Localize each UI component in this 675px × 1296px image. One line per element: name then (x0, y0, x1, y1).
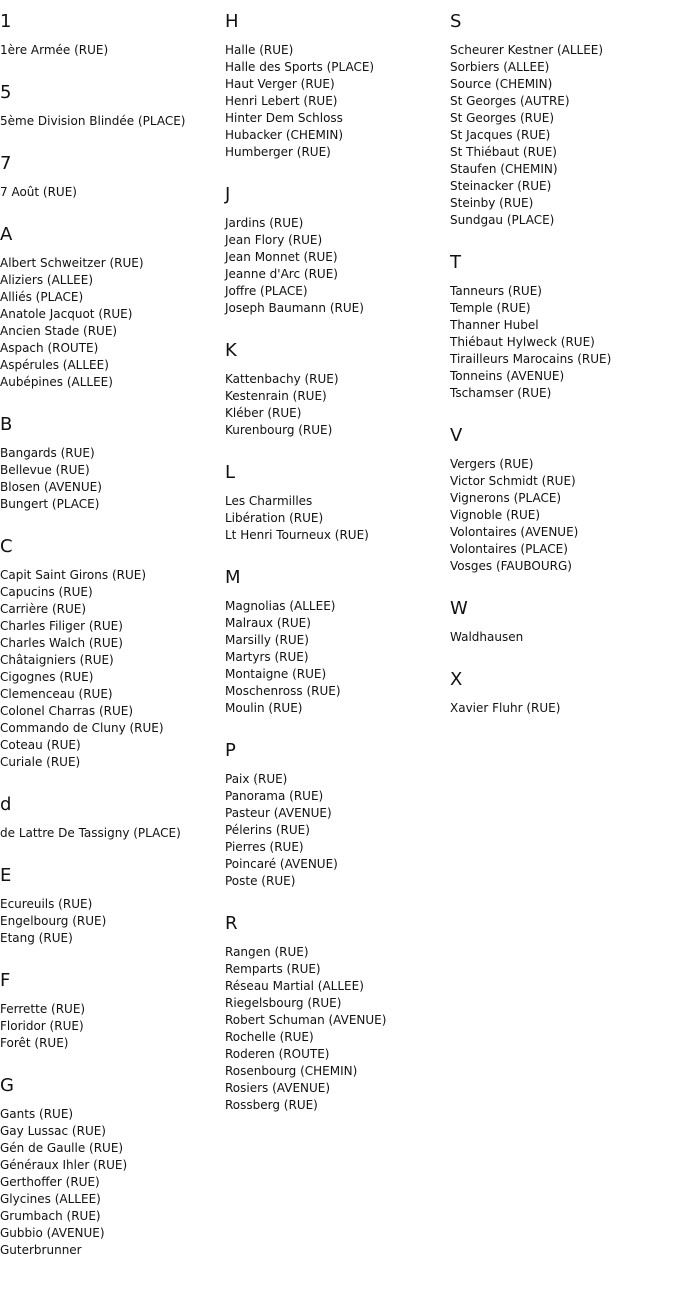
street-link[interactable]: Pélerins (RUE) (225, 823, 310, 837)
letter-heading: F (0, 970, 11, 991)
street-link[interactable]: Capucins (RUE) (0, 585, 93, 599)
letter-group (0, 152, 225, 201)
street-link[interactable]: Jean Flory (RUE) (225, 233, 323, 247)
street-link[interactable]: Poste (RUE) (225, 874, 296, 888)
letter-group (0, 535, 225, 771)
street-link[interactable]: Rosiers (AVENUE) (225, 1081, 331, 1095)
letter-group (225, 461, 450, 544)
street-link[interactable]: Volontaires (PLACE) (450, 542, 568, 556)
street-link[interactable]: Kattenbachy (RUE) (225, 372, 339, 386)
street-link[interactable]: Moschenross (RUE) (225, 684, 341, 698)
street-link[interactable]: Scheurer Kestner (ALLEE) (450, 43, 604, 57)
street-link[interactable]: Martyrs (RUE) (225, 650, 309, 664)
letter-heading: M (225, 567, 241, 588)
street-link[interactable]: Paix (RUE) (225, 772, 288, 786)
street-link[interactable]: Victor Schmidt (RUE) (450, 474, 576, 488)
letter-group (225, 739, 450, 890)
street-link[interactable]: Rangen (RUE) (225, 945, 309, 959)
letter-heading: X (450, 669, 463, 690)
letter-heading: G (0, 1075, 14, 1096)
street-link[interactable]: Forêt (RUE) (0, 1036, 69, 1050)
street-link[interactable]: Kestenrain (RUE) (225, 389, 327, 403)
street-link[interactable]: Rochelle (RUE) (225, 1030, 314, 1044)
letter-heading: B (0, 414, 13, 435)
street-link[interactable]: Pasteur (AVENUE) (225, 806, 332, 820)
letter-heading: A (0, 224, 13, 245)
street-link[interactable]: Vignoble (RUE) (450, 508, 541, 522)
street-link[interactable]: Joffre (PLACE) (225, 284, 308, 298)
street-link[interactable]: Gén de Gaulle (RUE) (0, 1141, 124, 1155)
street-link[interactable]: Hubacker (CHEMIN) (225, 128, 344, 142)
street-link[interactable]: Curiale (RUE) (0, 755, 81, 769)
street-link[interactable]: Coteau (RUE) (0, 738, 81, 752)
letter-heading: 1 (0, 11, 12, 32)
street-link[interactable]: Steinacker (RUE) (450, 179, 552, 193)
street-link[interactable]: Ferrette (RUE) (0, 1002, 86, 1016)
street-link[interactable]: Tanneurs (RUE) (450, 284, 542, 298)
letter-group (225, 339, 450, 439)
street-link[interactable]: Lt Henri Tourneux (RUE) (225, 528, 369, 542)
street-link[interactable]: Aspach (ROUTE) (0, 341, 99, 355)
street-link[interactable]: Ecureuils (RUE) (0, 897, 93, 911)
street-link[interactable]: Vosges (FAUBOURG) (450, 559, 572, 573)
street-link[interactable]: Volontaires (AVENUE) (450, 525, 579, 539)
letter-heading: J (225, 184, 231, 205)
street-link[interactable]: Thiébaut Hylweck (RUE) (450, 335, 595, 349)
letter-group (0, 1074, 225, 1259)
street-link[interactable]: Châtaigniers (RUE) (0, 653, 114, 667)
street-link[interactable]: Temple (RUE) (450, 301, 531, 315)
street-link[interactable]: Réseau Martial (ALLEE) (225, 979, 364, 993)
letter-heading: R (225, 913, 238, 934)
letter-heading: 5 (0, 82, 12, 103)
letter-heading: W (450, 598, 468, 619)
street-link[interactable]: 7 Août (RUE) (0, 185, 77, 199)
street-link[interactable]: Xavier Fluhr (RUE) (450, 701, 561, 715)
letter-group (0, 10, 225, 59)
letter-heading: V (450, 425, 463, 446)
street-link[interactable]: Remparts (RUE) (225, 962, 321, 976)
letter-group (450, 597, 675, 646)
street-link[interactable]: Guterbrunner (0, 1243, 82, 1257)
street-link[interactable]: Colonel Charras (RUE) (0, 704, 134, 718)
letter-group (450, 10, 675, 229)
letter-group (0, 793, 225, 842)
street-link[interactable]: Source (CHEMIN) (450, 77, 553, 91)
street-link[interactable]: Blosen (AVENUE) (0, 480, 102, 494)
letter-group (0, 413, 225, 513)
street-link[interactable]: Montaigne (RUE) (225, 667, 327, 681)
street-link[interactable]: Robert Schuman (AVENUE) (225, 1013, 387, 1027)
index-column-1 (0, 10, 225, 1281)
street-link[interactable]: St Georges (RUE) (450, 111, 555, 125)
street-link[interactable]: 1ère Armée (RUE) (0, 43, 109, 57)
letter-group (450, 668, 675, 717)
street-link[interactable]: Kurenbourg (RUE) (225, 423, 333, 437)
letter-heading: E (0, 865, 12, 886)
index-column-3 (450, 10, 675, 739)
street-link[interactable]: 5ème Division Blindée (PLACE) (0, 114, 186, 128)
street-link[interactable]: Vergers (RUE) (450, 457, 534, 471)
street-link[interactable]: Anatole Jacquot (RUE) (0, 307, 133, 321)
letter-heading: d (0, 794, 12, 815)
street-link[interactable]: St Jacques (RUE) (450, 128, 551, 142)
street-link[interactable]: Malraux (RUE) (225, 616, 311, 630)
street-link[interactable]: Rosenbourg (CHEMIN) (225, 1064, 358, 1078)
street-link[interactable]: Sorbiers (ALLEE) (450, 60, 550, 74)
street-link[interactable]: Hinter Dem Schloss (225, 111, 343, 125)
street-link[interactable]: Gerthoffer (RUE) (0, 1175, 100, 1189)
street-link[interactable]: St Thiébaut (RUE) (450, 145, 557, 159)
street-link[interactable]: Waldhausen (450, 630, 524, 644)
letter-group (225, 566, 450, 717)
street-link[interactable]: de Lattre De Tassigny (PLACE) (0, 826, 181, 840)
street-link[interactable]: Rossberg (RUE) (225, 1098, 318, 1112)
street-link[interactable]: Aubépines (ALLEE) (0, 375, 113, 389)
letter-heading: L (225, 462, 236, 483)
street-link[interactable]: Joseph Baumann (RUE) (225, 301, 364, 315)
street-link[interactable]: Engelbourg (RUE) (0, 914, 107, 928)
street-link[interactable]: Poincaré (AVENUE) (225, 857, 338, 871)
letter-heading: C (0, 536, 13, 557)
street-link[interactable]: Haut Verger (RUE) (225, 77, 335, 91)
street-link[interactable]: Carrière (RUE) (0, 602, 87, 616)
letter-group (0, 969, 225, 1052)
street-link[interactable]: Panorama (RUE) (225, 789, 324, 803)
street-link[interactable]: Staufen (CHEMIN) (450, 162, 558, 176)
street-link[interactable]: Gubbio (AVENUE) (0, 1226, 105, 1240)
street-link[interactable]: Cigognes (RUE) (0, 670, 94, 684)
letter-heading: S (450, 11, 462, 32)
street-link[interactable]: Jeanne d'Arc (RUE) (225, 267, 338, 281)
street-link[interactable]: Tschamser (RUE) (450, 386, 552, 400)
letter-group (0, 864, 225, 947)
letter-heading: T (450, 252, 461, 273)
street-link[interactable]: Pierres (RUE) (225, 840, 304, 854)
street-link[interactable]: Thanner Hubel (450, 318, 539, 332)
letter-group (225, 912, 450, 1114)
street-link[interactable]: Riegelsbourg (RUE) (225, 996, 342, 1010)
street-link[interactable]: Alliés (PLACE) (0, 290, 84, 304)
street-link[interactable]: Humberger (RUE) (225, 145, 331, 159)
street-link[interactable]: Généraux Ihler (RUE) (0, 1158, 128, 1172)
street-link[interactable]: Marsilly (RUE) (225, 633, 309, 647)
street-link[interactable]: Clemenceau (RUE) (0, 687, 113, 701)
street-link[interactable]: Steinby (RUE) (450, 196, 534, 210)
street-link[interactable]: Libération (RUE) (225, 511, 324, 525)
street-link[interactable]: Sundgau (PLACE) (450, 213, 555, 227)
letter-group (0, 223, 225, 391)
street-link[interactable]: Henri Lebert (RUE) (225, 94, 338, 108)
street-link[interactable]: Gants (RUE) (0, 1107, 74, 1121)
street-link[interactable]: Etang (RUE) (0, 931, 73, 945)
street-link[interactable]: Charles Walch (RUE) (0, 636, 123, 650)
letter-heading: K (225, 340, 237, 361)
street-link[interactable]: Albert Schweitzer (RUE) (0, 256, 144, 270)
street-link[interactable]: Les Charmilles (225, 494, 313, 508)
street-link[interactable]: Grumbach (RUE) (0, 1209, 101, 1223)
street-link[interactable]: Vignerons (PLACE) (450, 491, 562, 505)
street-link[interactable]: Magnolias (ALLEE) (225, 599, 336, 613)
street-link[interactable]: Tonneins (AVENUE) (450, 369, 565, 383)
street-link[interactable]: Gay Lussac (RUE) (0, 1124, 106, 1138)
street-link[interactable]: Tirailleurs Marocains (RUE) (450, 352, 612, 366)
letter-group (450, 251, 675, 402)
street-link[interactable]: Aspérules (ALLEE) (0, 358, 109, 372)
street-link[interactable]: Halle des Sports (PLACE) (225, 60, 375, 74)
street-link[interactable]: Aliziers (ALLEE) (0, 273, 93, 287)
street-link[interactable]: Capit Saint Girons (RUE) (0, 568, 147, 582)
street-link[interactable]: Floridor (RUE) (0, 1019, 84, 1033)
street-link[interactable]: Roderen (ROUTE) (225, 1047, 330, 1061)
street-link[interactable]: Bangards (RUE) (0, 446, 95, 460)
street-link[interactable]: Kléber (RUE) (225, 406, 302, 420)
letter-group (225, 10, 450, 161)
letter-group (450, 424, 675, 575)
street-link[interactable]: Bungert (PLACE) (0, 497, 100, 511)
letter-group (0, 81, 225, 130)
letter-heading: 7 (0, 153, 12, 174)
street-link[interactable]: Jean Monnet (RUE) (225, 250, 338, 264)
street-link[interactable]: Charles Filiger (RUE) (0, 619, 123, 633)
street-link[interactable]: Bellevue (RUE) (0, 463, 90, 477)
letter-heading: H (225, 11, 239, 32)
index-column-2 (225, 10, 450, 1136)
street-link[interactable]: Moulin (RUE) (225, 701, 303, 715)
street-link[interactable]: Ancien Stade (RUE) (0, 324, 118, 338)
letter-heading: P (225, 740, 236, 761)
street-link[interactable]: Commando de Cluny (RUE) (0, 721, 164, 735)
street-link[interactable]: Glycines (ALLEE) (0, 1192, 101, 1206)
letter-group (225, 183, 450, 317)
street-link[interactable]: Jardins (RUE) (225, 216, 304, 230)
street-link[interactable]: St Georges (AUTRE) (450, 94, 570, 108)
street-link[interactable]: Halle (RUE) (225, 43, 294, 57)
